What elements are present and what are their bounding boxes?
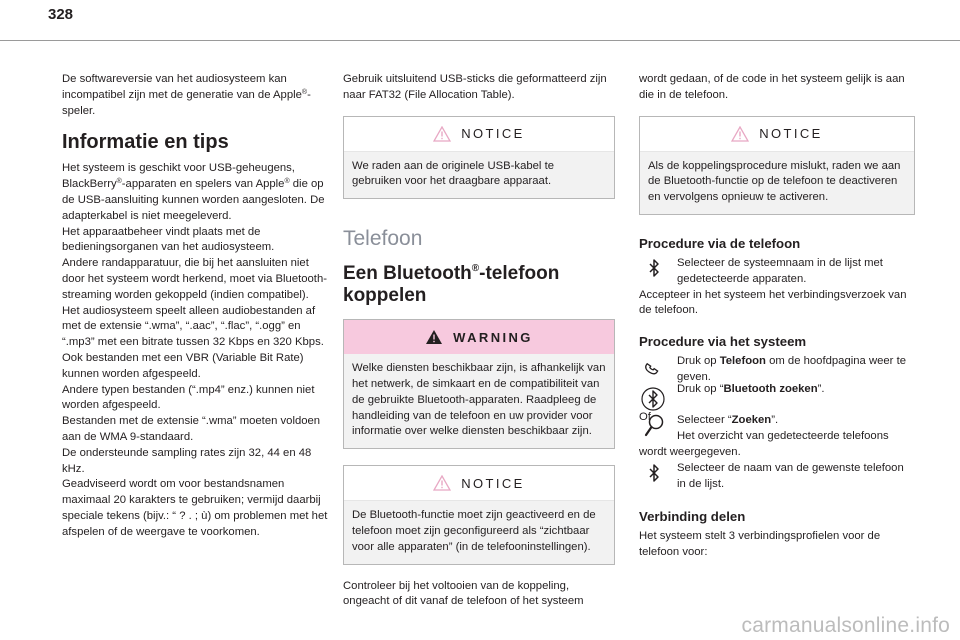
warning-triangle-icon bbox=[731, 126, 749, 142]
step-system-2 bbox=[639, 382, 915, 398]
bluetooth-search-icon bbox=[639, 386, 669, 412]
notice-header bbox=[344, 466, 614, 501]
warning-triangle-icon bbox=[425, 329, 443, 345]
paragraph: wordt gedaan, of de code in het systeem gelijk is aan die in de telefoon. bbox=[639, 73, 905, 101]
notice-text: De Bluetooth-functie moet zijn geactiveerd en de telefoon moet zijn geconfigureerd als “zichtbaar voor alle apparaten” (in de telefooninstellingen). bbox=[352, 509, 596, 553]
notice-header bbox=[640, 117, 914, 152]
footer-watermark: carmanualsonline.info bbox=[741, 614, 950, 637]
paragraph: Accepteer in het systeem het verbindingsverzoek van de telefoon. bbox=[639, 288, 907, 317]
phone-handset-icon bbox=[639, 354, 669, 380]
paragraph: Gebruik uitsluitend USB-sticks die geformatteerd zijn naar FAT32 (File Allocation Table). bbox=[343, 73, 607, 101]
step-text: Druk op Telefoon om de hoofdpagina weer te geven. bbox=[677, 355, 906, 383]
step-text: Druk op “Bluetooth zoeken”. bbox=[677, 382, 825, 395]
notice-text: Als de koppelingsprocedure mislukt, raden we aan de Bluetooth-functie op de telefoon te deactiveren en vervolgens opnieuw te activeren. bbox=[648, 159, 901, 204]
paragraph: Controleer bij het voltooien van de koppeling, ongeacht of dit vanaf de telefoon of het systeem bbox=[343, 579, 584, 608]
warning-header bbox=[344, 320, 614, 354]
warning-text: Welke diensten beschikbaar zijn, is afhankelijk van het netwerk, de simkaart en de compatibiliteit van de gebruikte Bluetooth-apparaten. Raadpleeg de handleiding van de telefoon en uw provider voor informatie over welke diensten beschikbaar zijn. bbox=[352, 362, 606, 438]
paragraph: Het systeem is geschikt voor USB-geheugens, BlackBerry®-apparaten en spelers van Apple® die op de USB-aansluiting kunnen worden aangesloten. De adapterkabel is niet meegeleverd. bbox=[62, 162, 325, 222]
header-rule bbox=[0, 40, 960, 41]
heading-informatie-en-tips: Informatie en tips bbox=[62, 131, 229, 154]
paragraph: Het audiosysteem speelt alleen audiobestanden af met de extensie “.wma”, “.aac”, “.flac”, “.ogg” en “.mp3” met een bitrate tussen 32 Kbps en 320 Kbps. bbox=[62, 304, 324, 349]
warning-triangle-icon bbox=[433, 475, 451, 491]
paragraph: Het apparaatbeheer vindt plaats met de bedieningsorganen van het audiosysteem. bbox=[62, 225, 275, 254]
section-title-telefoon: Telefoon bbox=[343, 227, 423, 251]
notice-box bbox=[343, 116, 615, 200]
paragraph: Geadviseerd wordt om voor bestandsnamen maximaal 20 karakters te gebruiken; vermijd daarbij speciale tekens (bijv.: “ ? . ; ù) om problemen met het afspelen of de weergave te voorkomen. bbox=[62, 478, 328, 538]
step-system-3 bbox=[639, 413, 915, 460]
notice-box bbox=[639, 116, 915, 215]
paragraph: De ondersteunde sampling rates zijn 32, 44 en 48 kHz. bbox=[62, 446, 312, 475]
warning-title: WARNING bbox=[453, 329, 533, 345]
search-magnifier-icon bbox=[639, 413, 669, 439]
step-system-4 bbox=[639, 461, 915, 493]
paragraph: Het systeem stelt 3 verbindingsprofielen voor de telefoon voor: bbox=[639, 530, 881, 559]
warning-box bbox=[343, 319, 615, 449]
or-label: Of bbox=[639, 410, 651, 423]
intro-paragraph: De softwareversie van het audiosysteem kan incompatibel zijn met de generatie van de Apple®-speler. bbox=[62, 73, 311, 117]
notice-title: NOTICE bbox=[461, 475, 525, 491]
page-number: 328 bbox=[48, 6, 74, 23]
notice-text: We raden aan de originele USB-kabel te gebruiken voor het draagbare apparaat. bbox=[352, 159, 555, 188]
step-text: Het overzicht van gedetecteerde telefoons wordt weergegeven. bbox=[639, 430, 889, 458]
paragraph: Ook bestanden met een VBR (Variable Bit Rate) kunnen worden afgespeeld. bbox=[62, 351, 304, 380]
notice-title: NOTICE bbox=[461, 126, 525, 142]
step-text: Selecteer de systeemnaam in de lijst met gedetecteerde apparaten. bbox=[677, 256, 883, 285]
heading-procedure-systeem: Procedure via het systeem bbox=[639, 334, 807, 350]
column-3 bbox=[639, 72, 915, 561]
heading-verbinding-delen: Verbinding delen bbox=[639, 509, 746, 525]
step-text: Selecteer “Zoeken”. bbox=[677, 414, 779, 427]
step-text: Selecteer de naam van de gewenste telefoon in de lijst. bbox=[677, 461, 904, 490]
paragraph: Andere randapparatuur, die bij het aansluiten niet door het systeem wordt herkend, moet via Bluetooth-streaming worden gekoppeld (indien compatibel). bbox=[62, 257, 327, 301]
bluetooth-icon bbox=[639, 461, 669, 487]
notice-box bbox=[343, 465, 615, 564]
column-1 bbox=[62, 72, 334, 541]
heading-bluetooth-koppelen: Een Bluetooth®-telefoon koppelen bbox=[343, 263, 560, 307]
notice-title: NOTICE bbox=[759, 126, 823, 142]
heading-procedure-telefoon: Procedure via de telefoon bbox=[639, 235, 801, 251]
warning-triangle-icon bbox=[433, 126, 451, 142]
step-phone bbox=[639, 256, 915, 288]
bluetooth-icon bbox=[639, 256, 669, 282]
paragraph: Bestanden met de extensie “.wma” moeten voldoen aan de WMA 9-standaard. bbox=[62, 415, 321, 443]
notice-header bbox=[344, 117, 614, 152]
paragraph: Andere typen bestanden (“.mp4” enz.) kunnen niet worden afgespeeld. bbox=[62, 383, 315, 412]
column-2 bbox=[343, 72, 615, 610]
